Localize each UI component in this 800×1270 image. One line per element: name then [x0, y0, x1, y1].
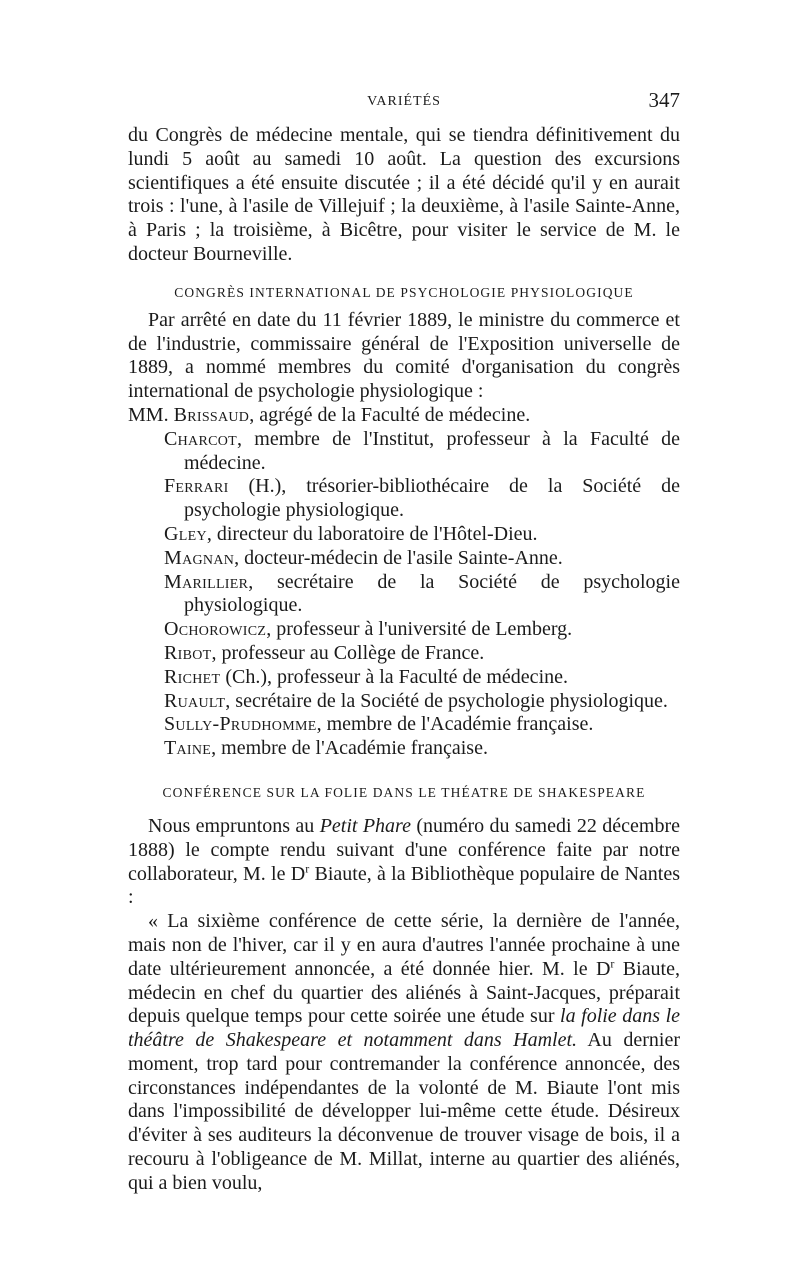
text-run: Biaute, à la Bibliothèque populaire de Nantes :	[128, 862, 680, 909]
member-prefix: MM.	[128, 403, 169, 426]
paragraph-excursions: du Congrès de médecine mentale, qui se tiendra définitivement du lundi 5 août au samedi 10 août. La question des excursions scientifiques a été ensuite discutée ; il a été décidé qu'il y en aurait trois : l'une, à l'asile de Villejuif ; la deuxième, à l'asile Sainte-Anne, à Paris ; la troisième, à Bicêtre, pour visiter le service de M. le docteur Bourneville.	[128, 124, 680, 265]
member-desc: , membre de l'Académie française.	[316, 713, 594, 736]
member-name: Ochorowicz	[164, 618, 267, 641]
superscript: r	[305, 860, 310, 875]
member-desc: , professeur au Collège de France.	[211, 641, 485, 664]
page-number: 347	[648, 88, 680, 112]
page-body	[128, 124, 680, 1196]
member-desc: , docteur-médecin de l'asile Sainte-Anne.	[234, 546, 563, 569]
member-name: Charcot	[164, 427, 237, 450]
member-name: Ribot	[164, 641, 212, 664]
member-desc: , agrégé de la Faculté de médecine.	[249, 403, 531, 426]
committee-member	[128, 547, 680, 571]
committee-member-list	[128, 404, 680, 761]
newspaper-title: Petit Phare	[319, 814, 411, 837]
member-name: Gley	[164, 522, 207, 545]
member-name: Richet	[164, 665, 221, 688]
committee-member	[128, 618, 680, 642]
committee-member	[128, 523, 680, 547]
committee-member	[128, 642, 680, 666]
member-desc: (H.), trésorier-bibliothécaire de la Société de psychologie physiologique.	[184, 475, 680, 522]
member-name: Ruault	[164, 689, 226, 712]
text-run: Nous empruntons au	[148, 814, 320, 837]
member-desc: , membre de l'Institut, professeur à la Faculté de médecine.	[184, 427, 680, 474]
member-name: Brissaud	[173, 403, 250, 426]
study-title: la folie dans le théâtre de Shakespeare et notamment dans Hamlet.	[128, 1005, 680, 1052]
committee-member	[128, 690, 680, 714]
member-desc: , secrétaire de la Société de psychologie physiologique.	[184, 570, 680, 617]
member-desc: , directeur du laboratoire de l'Hôtel-Dieu.	[206, 522, 538, 545]
section-title-shakespeare: CONFÉRENCE SUR LA FOLIE DANS LE THÉATRE DE SHAKESPEARE	[162, 784, 646, 800]
committee-member	[128, 666, 680, 690]
committee-member	[128, 404, 680, 428]
committee-member	[128, 713, 680, 737]
paragraph-arrete: Par arrêté en date du 11 février 1889, le ministre du commerce et de l'industrie, commissaire général de l'Exposition universelle de 1889, a nommé membres du comité d'organisation du congrès international de psychologie physiologique :	[128, 308, 680, 403]
running-head: VARIÉTÉS	[367, 94, 441, 109]
section-title-psychologie: CONGRÈS INTERNATIONAL DE PSYCHOLOGIE PHYSIOLOGIQUE	[174, 284, 634, 300]
text-run: « La sixième conférence de cette série, la dernière de l'année, mais non de l'hiver, car il y en aura d'autres l'année prochaine à une date ultérieurement annoncée, a été donnée hier. M. le D	[128, 910, 680, 980]
committee-member	[128, 428, 680, 476]
member-name: Sully-Prudhomme	[164, 713, 317, 736]
member-desc: , secrétaire de la Société de psychologie physiologique.	[225, 689, 668, 712]
paragraph-conference	[128, 910, 680, 1196]
committee-member	[128, 737, 680, 761]
member-desc: , professeur à l'université de Lemberg.	[266, 618, 573, 641]
text-run: Biaute, médecin en chef du quartier des aliénés à Saint-Jacques, préparait depuis quelque temps pour cette soirée une étude sur	[128, 957, 680, 1028]
text-run: Au dernier moment, trop tard pour contremander la conférence annoncée, des circonstances indépendantes de la volonté de M. Biaute l'ont mis dans l'impossibilité de développer lui-même cette étude. Désireux d'éviter à ses auditeurs la déconvenue de trouver visage de bois, il a recouru à l'obligeance de M. Millat, interne au quartier des aliénés, qui a bien voulu,	[128, 1029, 680, 1194]
member-name: Marillier	[164, 570, 249, 593]
member-name: Magnan	[164, 546, 235, 569]
committee-member	[128, 475, 680, 523]
text-run: (numéro du samedi 22 décembre 1888) le compte rendu suivant d'une conférence faite par notre collaborateur, M. le D	[128, 814, 680, 885]
member-desc: , membre de l'Académie française.	[211, 737, 488, 760]
member-name: Taine	[164, 737, 212, 760]
member-name: Ferrari	[164, 475, 229, 498]
member-desc: (Ch.), professeur à la Faculté de médecine.	[220, 665, 568, 688]
committee-member	[128, 571, 680, 619]
paragraph-petit-phare	[128, 815, 680, 910]
superscript: r	[610, 956, 615, 971]
page-header	[128, 88, 680, 120]
